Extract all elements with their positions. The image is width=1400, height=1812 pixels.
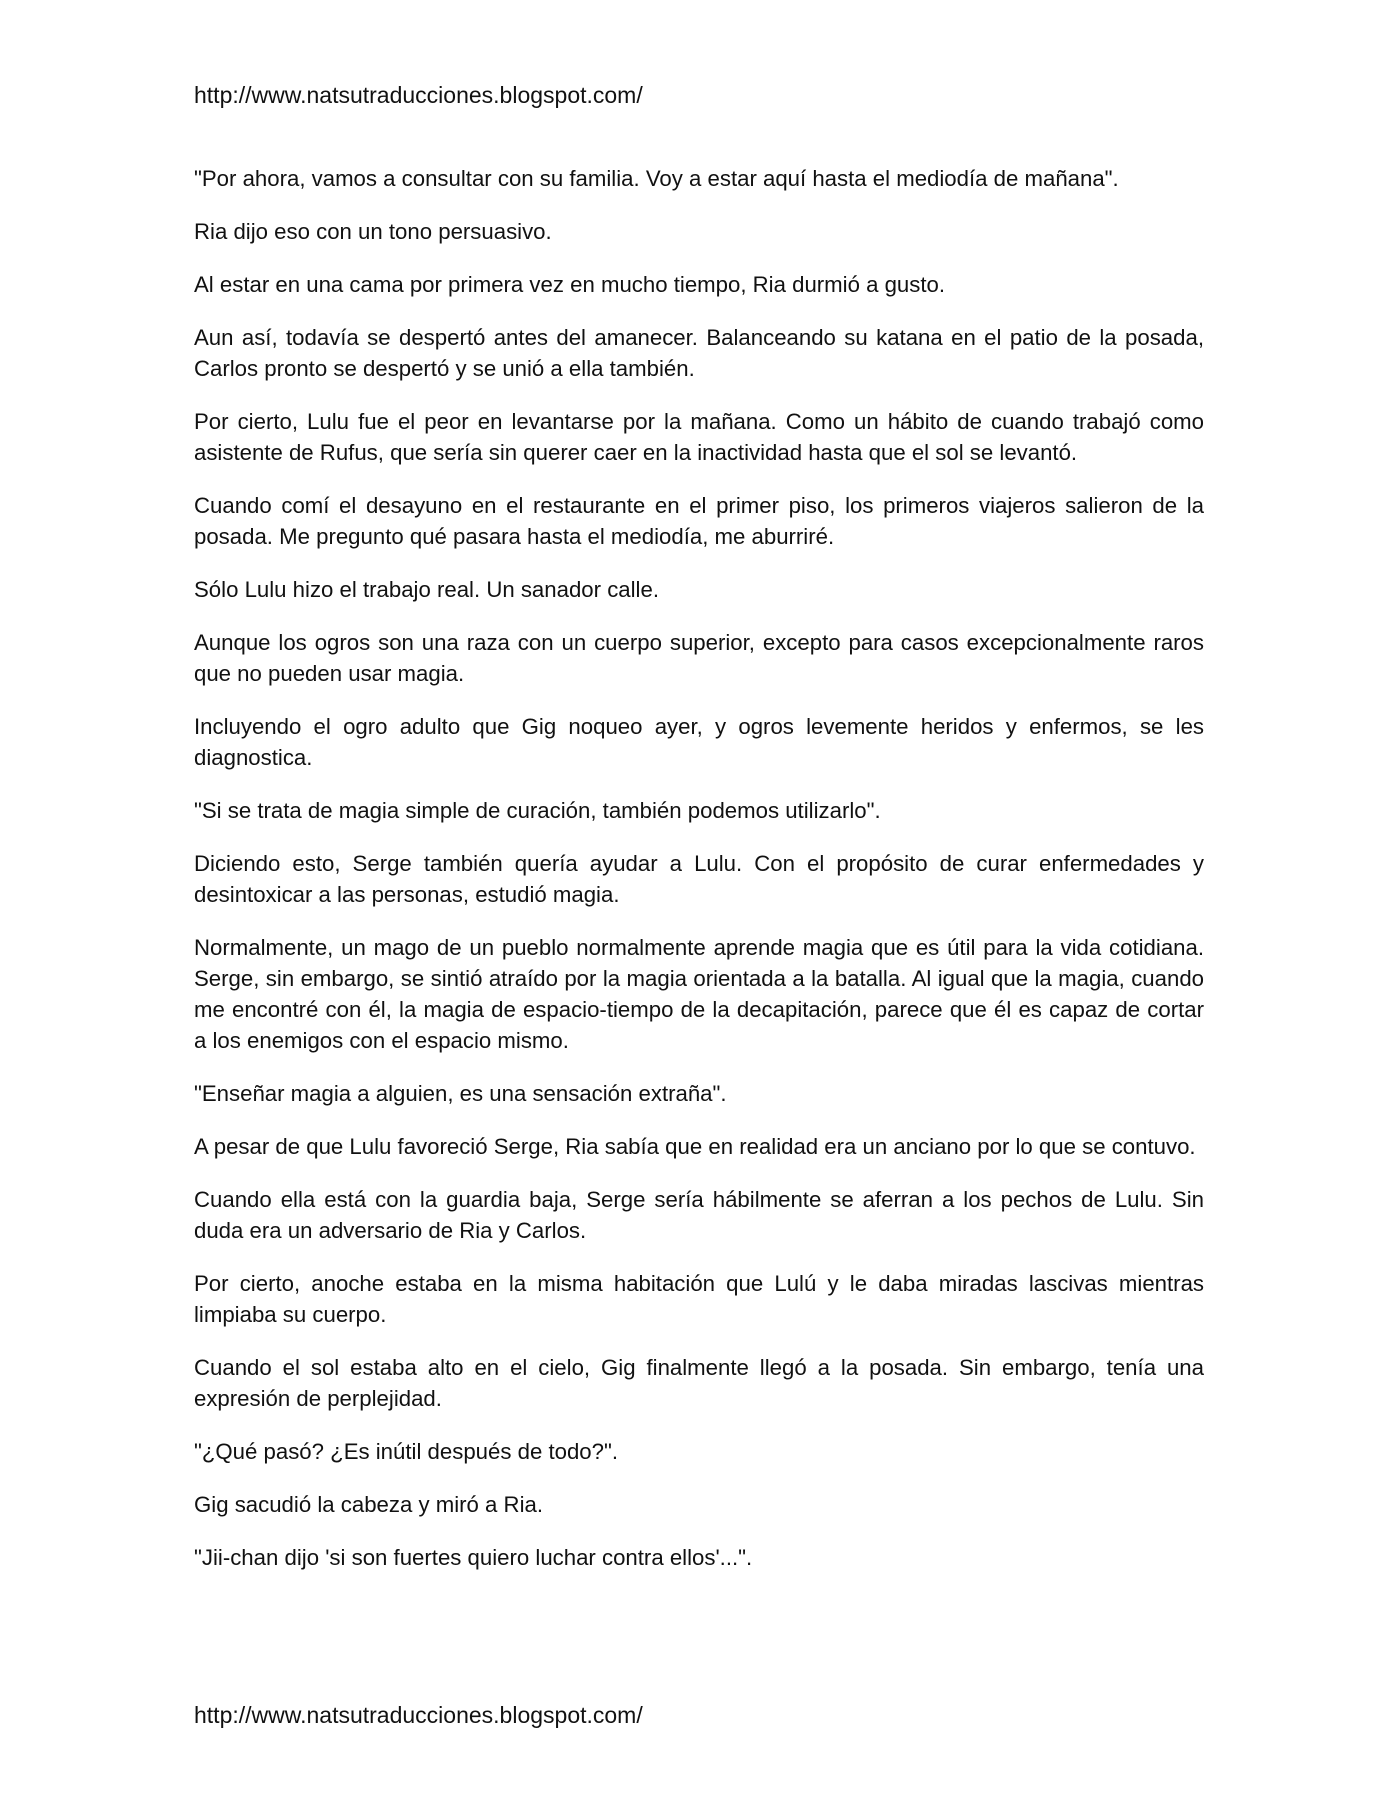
paragraph: Al estar en una cama por primera vez en mucho tiempo, Ria durmió a gusto. xyxy=(194,272,946,297)
paragraph: "Si se trata de magia simple de curación, también podemos utilizarlo". xyxy=(194,798,881,823)
paragraph: Cuando el sol estaba alto en el cielo, Gig finalmente llegó a la posada. Sin embargo, tenía una expresión de perplejidad. xyxy=(194,1355,1204,1411)
paragraph: A pesar de que Lulu favoreció Serge, Ria sabía que en realidad era un anciano por lo que se contuvo. xyxy=(194,1134,1196,1159)
paragraph: "Por ahora, vamos a consultar con su familia. Voy a estar aquí hasta el mediodía de mañana". xyxy=(194,166,1119,191)
header-url: http://www.natsutraducciones.blogspot.com/ xyxy=(194,82,643,108)
paragraph: Gig sacudió la cabeza y miró a Ria. xyxy=(194,1492,543,1517)
paragraph: "¿Qué pasó? ¿Es inútil después de todo?". xyxy=(194,1439,619,1464)
paragraph: Por cierto, anoche estaba en la misma habitación que Lulú y le daba miradas lascivas mientras limpiaba su cuerpo. xyxy=(194,1271,1204,1327)
paragraph: "Jii-chan dijo 'si son fuertes quiero luchar contra ellos'...". xyxy=(194,1545,753,1570)
paragraph: "Enseñar magia a alguien, es una sensación extraña". xyxy=(194,1081,727,1106)
paragraph: Aun así, todavía se despertó antes del amanecer. Balanceando su katana en el patio de la posada, Carlos pronto se despertó y se unió a ella también. xyxy=(194,325,1204,381)
paragraph: Aunque los ogros son una raza con un cuerpo superior, excepto para casos excepcionalmente raros que no pueden usar magia. xyxy=(194,630,1204,686)
paragraph: Sólo Lulu hizo el trabajo real. Un sanador calle. xyxy=(194,577,659,602)
paragraph: Diciendo esto, Serge también quería ayudar a Lulu. Con el propósito de curar enfermedades y desintoxicar a las personas, estudió magia. xyxy=(194,851,1204,907)
document-body xyxy=(194,163,1204,1595)
paragraph: Incluyendo el ogro adulto que Gig noqueo ayer, y ogros levemente heridos y enfermos, se les diagnostica. xyxy=(194,714,1204,770)
footer-url: http://www.natsutraducciones.blogspot.com/ xyxy=(194,1702,643,1728)
paragraph: Normalmente, un mago de un pueblo normalmente aprende magia que es útil para la vida cotidiana. Serge, sin embargo, se sintió atraído por la magia orientada a la batalla. Al igual que la magia, cuando me encontré con él, la magia de espacio-tiempo de la decapitación, parece que él es capaz de cortar a los enemigos con el espacio mismo. xyxy=(194,935,1204,1053)
paragraph: Cuando ella está con la guardia baja, Serge sería hábilmente se aferran a los pechos de Lulu. Sin duda era un adversario de Ria y Carlos. xyxy=(194,1187,1204,1243)
paragraph: Cuando comí el desayuno en el restaurante en el primer piso, los primeros viajeros salieron de la posada. Me pregunto qué pasara hasta el mediodía, me aburriré. xyxy=(194,493,1204,549)
paragraph: Ria dijo eso con un tono persuasivo. xyxy=(194,219,552,244)
paragraph: Por cierto, Lulu fue el peor en levantarse por la mañana. Como un hábito de cuando trabajó como asistente de Rufus, que sería sin querer caer en la inactividad hasta que el sol se levantó. xyxy=(194,409,1204,465)
